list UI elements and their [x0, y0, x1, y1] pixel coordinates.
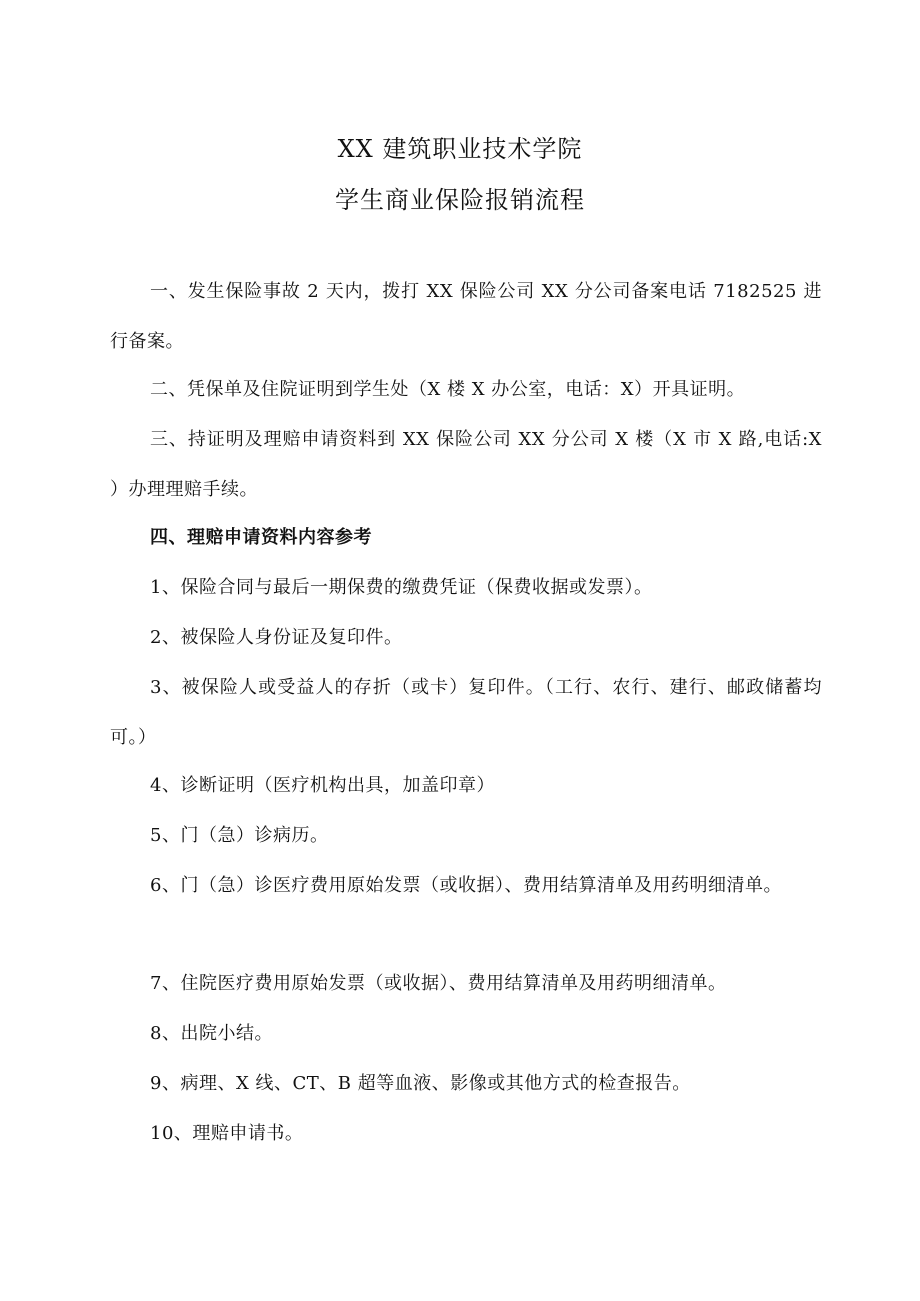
- step-paragraph: 一、发生保险事故 2 天内，拨打 XX 保险公司 XX 分公司备案电话 7182525 进行备案。: [110, 281, 822, 352]
- material-item: 5、门（急）诊病历。: [150, 825, 329, 846]
- material-item: 1、保险合同与最后一期保费的缴费凭证（保费收据或发票）。: [150, 577, 653, 598]
- material-item: 3、被保险人或受益人的存折（或卡）复印件。（工行、农行、建行、邮政储蓄均可。）: [110, 677, 822, 748]
- step-paragraph: 三、持证明及理赔申请资料到 XX 保险公司 XX 分公司 X 楼（X 市 X 路,电话:X ）办理理赔手续。: [110, 429, 822, 500]
- material-item: 7、住院医疗费用原始发票（或收据）、费用结算清单及用药明细清单。: [150, 973, 727, 994]
- material-item: 8、出院小结。: [150, 1023, 273, 1044]
- document-title-line-2: 学生商业保险报销流程: [335, 186, 585, 214]
- material-item: 2、被保险人身份证及复印件。: [150, 627, 403, 648]
- material-item: 4、诊断证明（医疗机构出具，加盖印章）: [150, 775, 495, 796]
- material-item: 6、门（急）诊医疗费用原始发票（或收据）、费用结算清单及用药明细清单。: [150, 875, 782, 896]
- material-item: 9、病理、X 线、CT、B 超等血液、影像或其他方式的检查报告。: [150, 1073, 691, 1094]
- section-heading: 四、理赔申请资料内容参考: [150, 527, 372, 548]
- material-item: 10、理赔申请书。: [150, 1123, 304, 1144]
- document-title-line-1: XX 建筑职业技术学院: [337, 135, 583, 163]
- step-paragraph: 二、凭保单及住院证明到学生处（X 楼 X 办公室，电话：X）开具证明。: [150, 379, 746, 400]
